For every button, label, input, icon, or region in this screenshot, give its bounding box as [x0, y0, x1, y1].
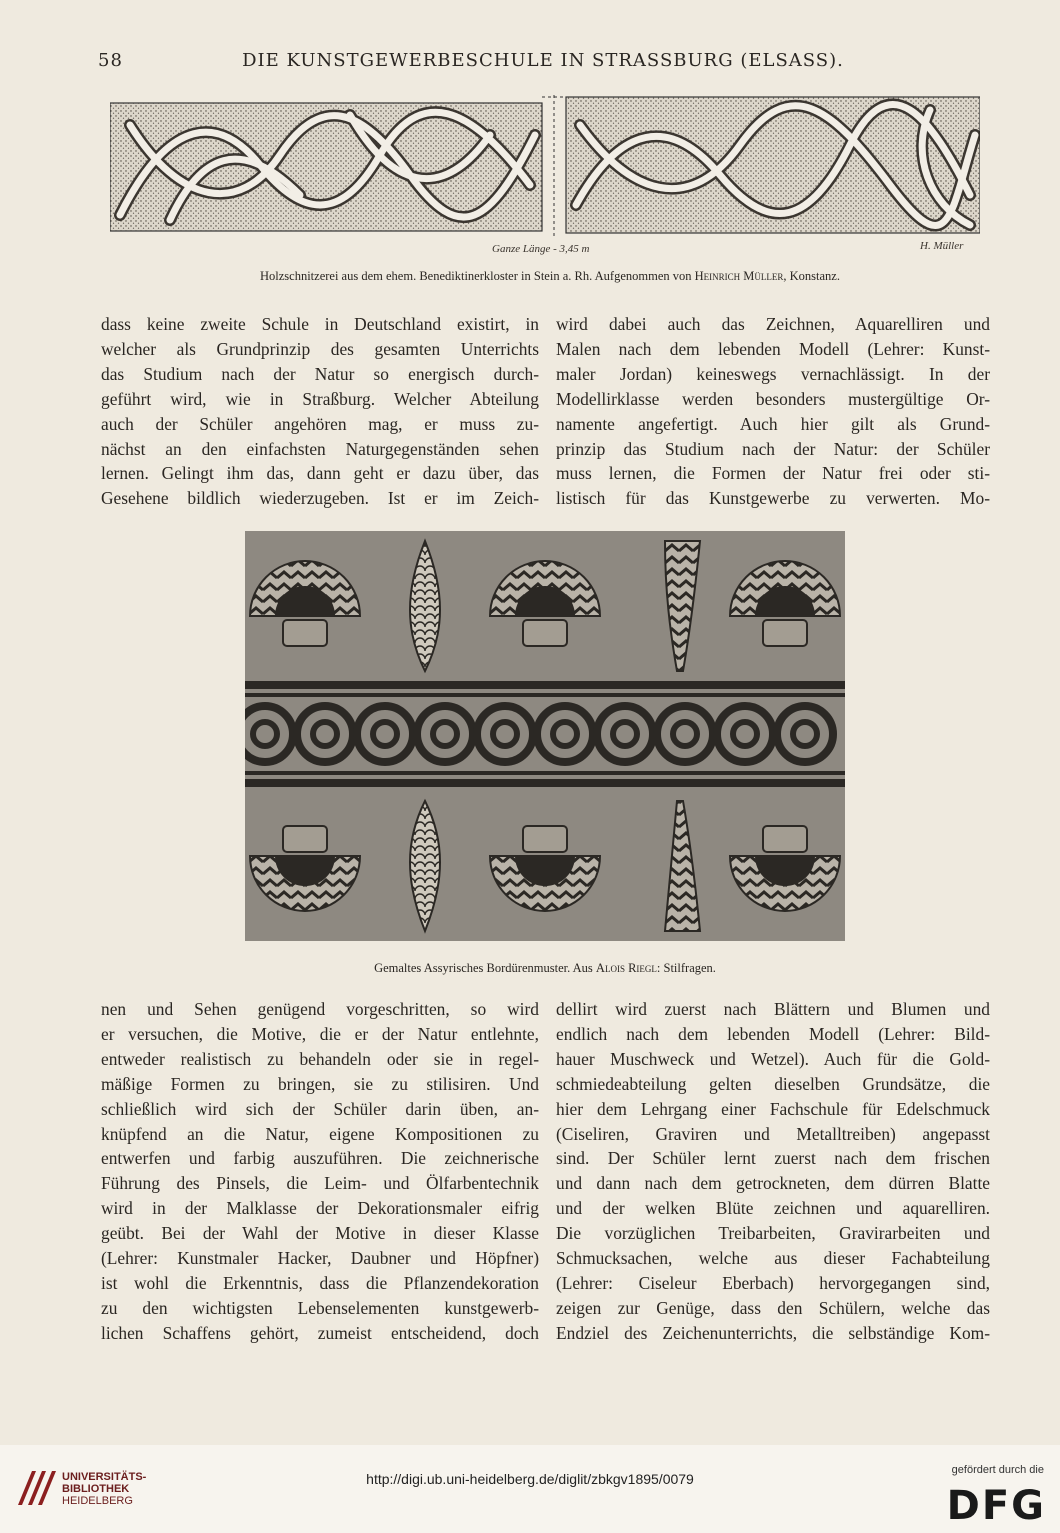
right-column-top — [556, 312, 990, 511]
running-title: DIE KUNSTGEWERBESCHULE IN STRASSBURG (ELSASS). — [242, 50, 844, 71]
text-line: welcher als Grundprinzip des gesamten Unterrichts — [101, 338, 539, 359]
figure1-caption-author: Heinrich Müller — [694, 269, 784, 283]
text-line: auch der Schüler angehören mag, er muss zu- — [101, 413, 539, 434]
text-line: (Ciseliren, Graviren und Metalltreiben) angepasst — [556, 1123, 990, 1144]
figure1-caption-text: Holzschnitzerei aus dem ehem. Benediktinerkloster in Stein a. Rh. Aufgenommen von — [260, 269, 692, 283]
text-line: hauer Muschweck und Wetzel). Auch für die Gold- — [556, 1048, 990, 1069]
text-line: lernen. Gelingt ihm das, dann geht er dazu über, das — [101, 463, 539, 484]
text-line: prinzip das Studium nach der Natur: der Schüler — [556, 438, 990, 459]
text-line: Die vorzüglichen Treibarbeiten, Gravirarbeiten und — [556, 1223, 990, 1244]
text-line: Endziel des Zeichenunterrichts, die selbständige Kom- — [556, 1322, 990, 1343]
figure1-caption-end: , Konstanz. — [783, 269, 840, 283]
page-number: 58 — [98, 50, 123, 71]
text-line: Malen nach dem lebenden Modell (Lehrer: Kunst- — [556, 338, 990, 359]
text-line: endlich nach dem lebenden Modell (Lehrer: Bild- — [556, 1023, 990, 1044]
figure2-caption-text: Gemaltes Assyrisches Bordürenmuster. Aus — [374, 961, 593, 975]
text-line: entwerfen und farbig auszuführen. Die zeichnerische — [101, 1148, 539, 1169]
left-column-top — [101, 312, 539, 511]
text-line: listisch für das Kunstgewerbe zu verwerten. Mo- — [556, 488, 990, 509]
running-header — [98, 50, 988, 80]
figure1-caption — [120, 269, 980, 284]
library-name-line2: BIBLIOTHEK — [62, 1483, 130, 1495]
text-line: dellirt wird zuerst nach Blättern und Blumen und — [556, 999, 990, 1019]
text-line: Schmucksachen, welche aus dieser Fachabteilung — [556, 1248, 990, 1269]
text-line: nen und Sehen genügend vorgeschritten, so wird — [101, 999, 539, 1019]
digitization-footer — [0, 1445, 1060, 1533]
assyrian-border-illustration — [245, 531, 845, 941]
text-line: hier dem Lehrgang einer Fachschule für Edelschmuck — [556, 1098, 990, 1119]
text-line: das Studium nach der Natur so energisch durch- — [101, 363, 539, 384]
text-line: knüpfend an die Natur, eigene Kompositionen zu — [101, 1123, 539, 1144]
text-line: ist wohl die Erkenntnis, dass die Pflanzendekoration — [101, 1272, 539, 1293]
text-line: Führung des Pinsels, die Leim- und Ölfarbentechnik — [101, 1173, 539, 1194]
text-line: sind. Der Schüler lernt zuerst nach dem frischen — [556, 1148, 990, 1169]
text-line: entweder realistisch zu behandeln oder sie in regel- — [101, 1048, 539, 1069]
text-line: wird dabei auch das Zeichnen, Aquarelliren und — [556, 314, 990, 334]
text-line: schließlich wird sich der Schüler darin üben, an- — [101, 1098, 539, 1119]
library-name-line3: HEIDELBERG — [62, 1495, 133, 1507]
text-line: geübt. Bei der Wahl der Motive in dieser Klasse — [101, 1223, 539, 1244]
text-line: lichen Schaffens gehört, zumeist entscheidend, doch — [101, 1322, 539, 1343]
right-column-bottom — [556, 997, 990, 1346]
carved-frieze-figure — [110, 95, 980, 237]
text-line: wird in der Malklasse der Dekorationsmaler eifrig — [101, 1198, 539, 1219]
figure2-caption-end: : Stilfragen. — [656, 961, 716, 975]
text-line: zu den wichtigsten Lebenselementen kunstgewerb- — [101, 1297, 539, 1318]
handwritten-signature: H. Müller — [920, 240, 964, 252]
text-line: nächst an den einfachsten Naturgegenständen sehen — [101, 438, 539, 459]
text-line: maler Jordan) keineswegs vernachlässigt. In der — [556, 363, 990, 384]
text-line: dass keine zweite Schule in Deutschland existirt, in — [101, 314, 539, 334]
dfg-logo: DFG — [946, 1483, 1046, 1529]
figure2-caption — [245, 961, 845, 976]
assyrian-border-figure — [245, 531, 845, 941]
left-column-bottom — [101, 997, 539, 1346]
text-line: (Lehrer: Kunstmaler Hacker, Daubner und Höpfner) — [101, 1248, 539, 1269]
text-line: und der welken Blüte zeichnen und aquarelliren. — [556, 1198, 990, 1219]
text-line: er versuchen, die Motive, die er der Natur entlehnte, — [101, 1023, 539, 1044]
figure2-caption-author: Alois Riegl — [595, 961, 657, 975]
text-line: schmiedeabteilung gelten dieselben Grundsätze, die — [556, 1073, 990, 1094]
text-line: und dann nach dem getrockneten, dem dürren Blatte — [556, 1173, 990, 1194]
text-line: geführt wird, wie in Straßburg. Welcher Abteilung — [101, 388, 539, 409]
text-line: Modellirklasse werden besonders mustergültige Or- — [556, 388, 990, 409]
text-line: muss lernen, die Formen der Natur frei oder sti- — [556, 463, 990, 484]
text-line: (Lehrer: Ciseleur Eberbach) hervorgegangen sind, — [556, 1272, 990, 1293]
text-line: namente angefertigt. Auch hier gilt als Grund- — [556, 413, 990, 434]
text-line: Gesehene bildlich wiederzugeben. Ist er im Zeich- — [101, 488, 539, 509]
permalink-url[interactable]: http://digi.ub.uni-heidelberg.de/diglit/zbkgv1895/0079 — [366, 1471, 694, 1487]
handwritten-length: Ganze Länge - 3,45 m — [492, 243, 590, 255]
funded-by-label: gefördert durch die — [951, 1464, 1044, 1476]
library-name-line1: UNIVERSITÄTS- — [62, 1471, 147, 1483]
text-line: mäßige Formen zu bringen, sie zu stilisiren. Und — [101, 1073, 539, 1094]
interlace-frieze-illustration — [110, 95, 980, 237]
text-line: zeigen zur Genüge, dass den Schülern, welche das — [556, 1297, 990, 1318]
